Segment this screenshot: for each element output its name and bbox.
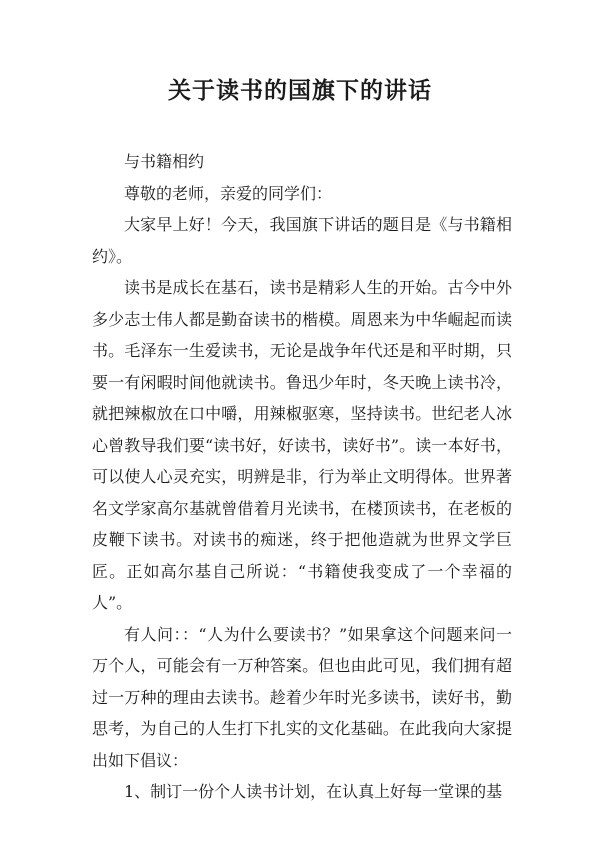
- paragraph-proposal-1: 1、制订一份个人读书计划，在认真上好每一堂课的基: [124, 782, 503, 801]
- paragraph-salutation: 尊敬的老师，亲爱的同学们：: [124, 183, 333, 203]
- document-title: 关于读书的国旗下的讲话: [168, 77, 432, 104]
- paragraph-why-read: 有人问：：“人为什么要读书？”如果拿这个问题来问一万个人，可能会有一万种答案。但也由此可见，我们拥有超过一万种的理由去读书。趁着少年时光多读书，读好书，勤思考，为自己的人生打下扎实的文化基础。在此我向大家提出如下倡议：: [92, 624, 512, 770]
- paragraph-section-heading: 与书籍相约: [124, 152, 205, 171]
- paragraph-reading-role-models: 读书是成长在基石，读书是精彩人生的开始。古今中外多少志士伟人都是勤奋读书的楷模。周恩来为中华崛起而读书。毛泽东一生爱读书，无论是战争年代还是和平时期，只要一有闲暇时间他就读书。鲁迅少年时，冬天晚上读书冷，就把辣椒放在口中嚼，用辣椒驱寒，坚持读书。世纪老人冰心曾教导我们要“读书好，好读书，读好书”。读一本好书，可以使人心灵充实，明辨是非，行为举止文明得体。世界著名文学家高尔基就曾借着月光读书，在楼顶读书，在老板的皮鞭下读书。对读书的痴迷，终于把他造就为世界文学巨匠。正如高尔基自己所说：“书籍使我变成了一个幸福的人”。: [92, 278, 512, 612]
- document-body: [92, 146, 512, 808]
- paragraph-greeting: 大家早上好！今天，我国旗下讲话的题目是《与书籍相约》。: [92, 215, 512, 266]
